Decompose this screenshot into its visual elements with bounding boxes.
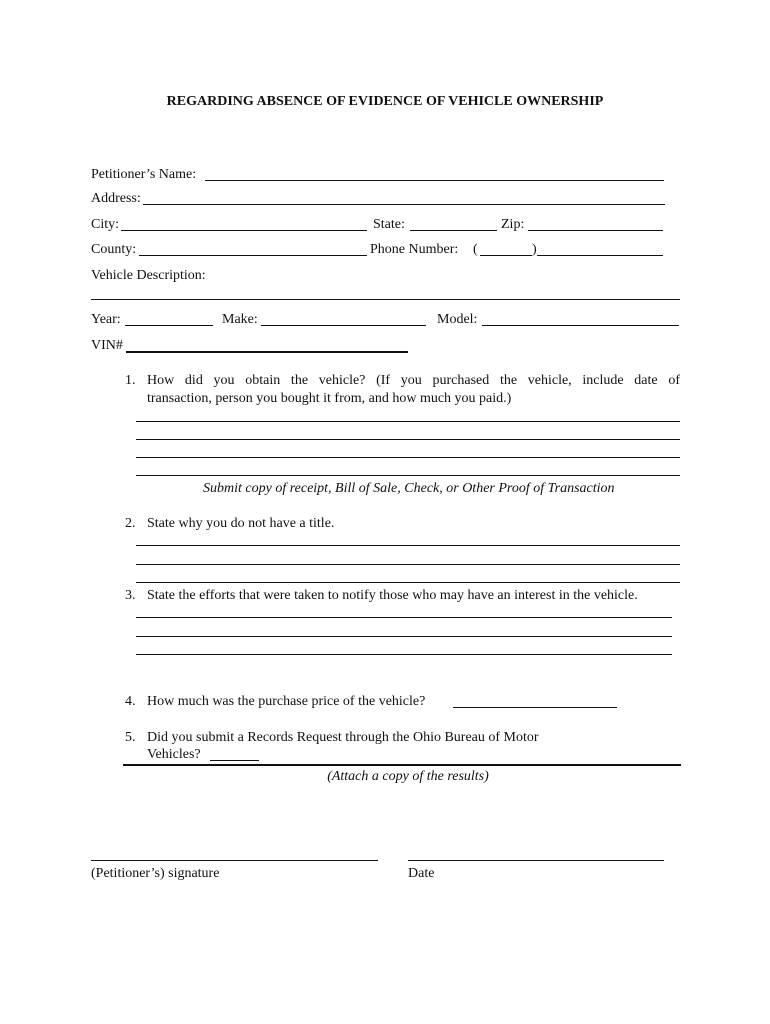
- question-2-answer-line[interactable]: [136, 545, 680, 546]
- phone-area-open: (: [473, 242, 478, 257]
- petitioner-name-field[interactable]: [205, 180, 664, 181]
- question-5-divider: [123, 764, 681, 766]
- question-1-answer-line[interactable]: [136, 421, 680, 422]
- vehicle-description-label: Vehicle Description:: [91, 268, 206, 283]
- question-1-number: 1.: [125, 373, 136, 388]
- state-field[interactable]: [410, 230, 497, 231]
- question-5-number: 5.: [125, 730, 136, 745]
- model-field[interactable]: [482, 325, 679, 326]
- question-3-text: State the efforts that were taken to notify those who may have an interest in the vehicle.: [147, 588, 638, 603]
- question-2-number: 2.: [125, 516, 136, 531]
- question-1-text-line1: How did you obtain the vehicle? (If you purchased the vehicle, include date of: [147, 373, 680, 388]
- question-2-text: State why you do not have a title.: [147, 516, 335, 531]
- question-3-answer-line[interactable]: [136, 636, 672, 637]
- question-3-answer-line[interactable]: [136, 654, 672, 655]
- question-1-note: Submit copy of receipt, Bill of Sale, Check, or Other Proof of Transaction: [203, 481, 615, 496]
- phone-label: Phone Number:: [370, 242, 459, 257]
- question-1-answer-line[interactable]: [136, 475, 680, 476]
- model-label: Model:: [437, 312, 478, 327]
- question-1-answer-line[interactable]: [136, 439, 680, 440]
- question-3-number: 3.: [125, 588, 136, 603]
- phone-area-close: ): [532, 242, 537, 257]
- petitioner-signature-field[interactable]: [91, 860, 378, 861]
- county-label: County:: [91, 242, 137, 257]
- question-1-answer-line[interactable]: [136, 457, 680, 458]
- make-field[interactable]: [261, 325, 426, 326]
- date-field[interactable]: [408, 860, 664, 861]
- date-label: Date: [408, 866, 435, 881]
- question-5-note: (Attach a copy of the results): [327, 769, 489, 784]
- purchase-price-field[interactable]: [453, 707, 617, 708]
- question-2-answer-line[interactable]: [136, 564, 680, 565]
- state-label: State:: [373, 217, 405, 232]
- vin-label: VIN#: [91, 338, 123, 353]
- vin-field[interactable]: [126, 351, 408, 353]
- question-5-text-line2: Vehicles?: [147, 747, 201, 762]
- form-title: REGARDING ABSENCE OF EVIDENCE OF VEHICLE OWNERSHIP: [166, 94, 604, 109]
- city-label: City:: [91, 217, 120, 232]
- make-label: Make:: [222, 312, 258, 327]
- question-1-text-line2: transaction, person you bought it from, and how much you paid.): [147, 391, 512, 406]
- county-field[interactable]: [139, 255, 367, 256]
- records-request-answer-field[interactable]: [210, 760, 259, 761]
- question-4-number: 4.: [125, 694, 136, 709]
- zip-label: Zip:: [501, 217, 525, 232]
- vehicle-description-field[interactable]: [91, 299, 680, 300]
- zip-field[interactable]: [528, 230, 663, 231]
- petitioner-signature-label: (Petitioner’s) signature: [91, 866, 220, 881]
- phone-number-field[interactable]: [537, 255, 663, 256]
- question-5-text-line1: Did you submit a Records Request through the Ohio Bureau of Motor: [147, 730, 539, 745]
- year-label: Year:: [91, 312, 121, 327]
- address-label: Address:: [91, 191, 141, 206]
- phone-area-code-field[interactable]: [480, 255, 532, 256]
- city-field[interactable]: [121, 230, 367, 231]
- question-4-text: How much was the purchase price of the vehicle?: [147, 694, 426, 709]
- year-field[interactable]: [125, 325, 213, 326]
- question-2-answer-line[interactable]: [136, 582, 680, 583]
- petitioner-name-label: Petitioner’s Name:: [91, 167, 197, 182]
- question-3-answer-line[interactable]: [136, 617, 672, 618]
- address-field[interactable]: [143, 204, 665, 205]
